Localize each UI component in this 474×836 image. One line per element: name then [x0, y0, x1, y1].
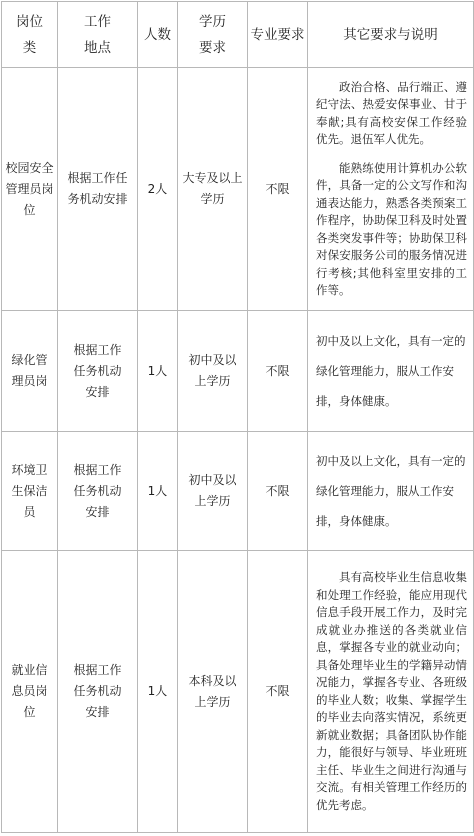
- cell-location: [58, 311, 138, 432]
- cell-education: [178, 432, 248, 551]
- header-education: [178, 2, 248, 68]
- cell-count: [138, 551, 178, 833]
- header-row: [2, 2, 474, 68]
- education-label: 大专及以上学历: [182, 171, 243, 206]
- notes-paragraph: 初中及以上文化，具有一定的绿化管理能力，服从工作安排，身体健康。: [316, 454, 466, 528]
- cell-post: [2, 551, 58, 833]
- cell-post: [2, 432, 58, 551]
- post-label: 绿化管理员岗: [11, 353, 48, 388]
- notes-paragraph: 具有高校毕业生信息收集和处理工作经验，能应用现代信息手段开展工作力，及时完成就业办推送的各类就业信息，掌握各专业的就业动向；具备处理毕业生的学籍异动情况能力，掌握各专业、各班级的毕业人数；收集、掌握学生的毕业去向落实情况，系统更新就业数据；具备团队协作能力，能很好与领导、毕业班班主任、毕业生之间进行沟通与交流。有相关管理工作经历的优先考虑。: [316, 570, 467, 812]
- cell-major: [248, 551, 308, 833]
- cell-post: [2, 68, 58, 311]
- table-row: [2, 311, 474, 432]
- education-label: 本科及以上学历: [188, 673, 237, 709]
- notes-paragraph: 能熟练使用计算机办公软件，具备一定的公文写作和沟通表达能力，熟悉各类预案工作程序，协助保卫科及时处置各类突发事件等；协助保卫科对保安服务公司的服务情况进行考核;其他科室里安排的工作等。: [316, 160, 467, 297]
- major-label: 不限: [265, 684, 290, 698]
- cell-post: [2, 311, 58, 432]
- location-label: 根据工作任务机动安排: [73, 462, 122, 519]
- notes-paragraph: 政治合格、品行端正、遵纪守法、热爱安保事业、甘于奉献;具有高校安保工作经验优先。退伍军人优先。: [316, 79, 467, 146]
- cell-education: [178, 551, 248, 833]
- header-location: [58, 2, 138, 68]
- cell-notes: [308, 432, 474, 551]
- header-count-label: 人数: [144, 26, 171, 43]
- cell-location: [58, 551, 138, 833]
- count-label: 1人: [147, 483, 168, 498]
- cell-count: [138, 68, 178, 311]
- recruitment-table: [1, 1, 474, 833]
- major-label: 不限: [265, 181, 290, 196]
- cell-major: [248, 432, 308, 551]
- header-post-label: 岗位类: [16, 13, 43, 56]
- count-label: 2人: [147, 181, 168, 196]
- cell-notes: [308, 551, 474, 833]
- post-label: 校园安全管理员岗位: [5, 160, 54, 217]
- notes-paragraph: 初中及以上文化，具有一定的绿化管理能力，服从工作安排，身体健康。: [316, 334, 466, 408]
- education-label: 初中及以上学历: [188, 353, 237, 388]
- cell-notes: [308, 311, 474, 432]
- cell-major: [248, 311, 308, 432]
- header-major: [248, 2, 308, 68]
- cell-education: [178, 68, 248, 311]
- education-label: 初中及以上学历: [188, 473, 237, 508]
- major-label: 不限: [265, 363, 290, 378]
- cell-location: [58, 432, 138, 551]
- table-row: [2, 68, 474, 311]
- major-label: 不限: [265, 483, 290, 498]
- header-major-label: 专业要求: [250, 26, 305, 43]
- location-label: 根据工作任务机动安排: [73, 342, 122, 399]
- cell-education: [178, 311, 248, 432]
- cell-major: [248, 68, 308, 311]
- count-label: 1人: [147, 684, 168, 698]
- header-education-label: 学历要求: [199, 13, 226, 56]
- count-label: 1人: [147, 363, 168, 378]
- header-notes-label: 其它要求与说明: [343, 26, 438, 43]
- post-label: 环境卫生保洁员: [11, 462, 48, 519]
- table-row: [2, 551, 474, 833]
- header-location-label: 工作地点: [84, 13, 111, 56]
- header-notes: [308, 2, 474, 68]
- cell-notes: [308, 68, 474, 311]
- header-count: [138, 2, 178, 68]
- location-label: 根据工作任务机动安排: [67, 171, 128, 206]
- cell-count: [138, 311, 178, 432]
- post-label: 就业信息员岗位: [11, 663, 48, 719]
- location-label: 根据工作任务机动安排: [73, 663, 122, 719]
- table-row: [2, 432, 474, 551]
- cell-count: [138, 432, 178, 551]
- cell-location: [58, 68, 138, 311]
- header-post: [2, 2, 58, 68]
